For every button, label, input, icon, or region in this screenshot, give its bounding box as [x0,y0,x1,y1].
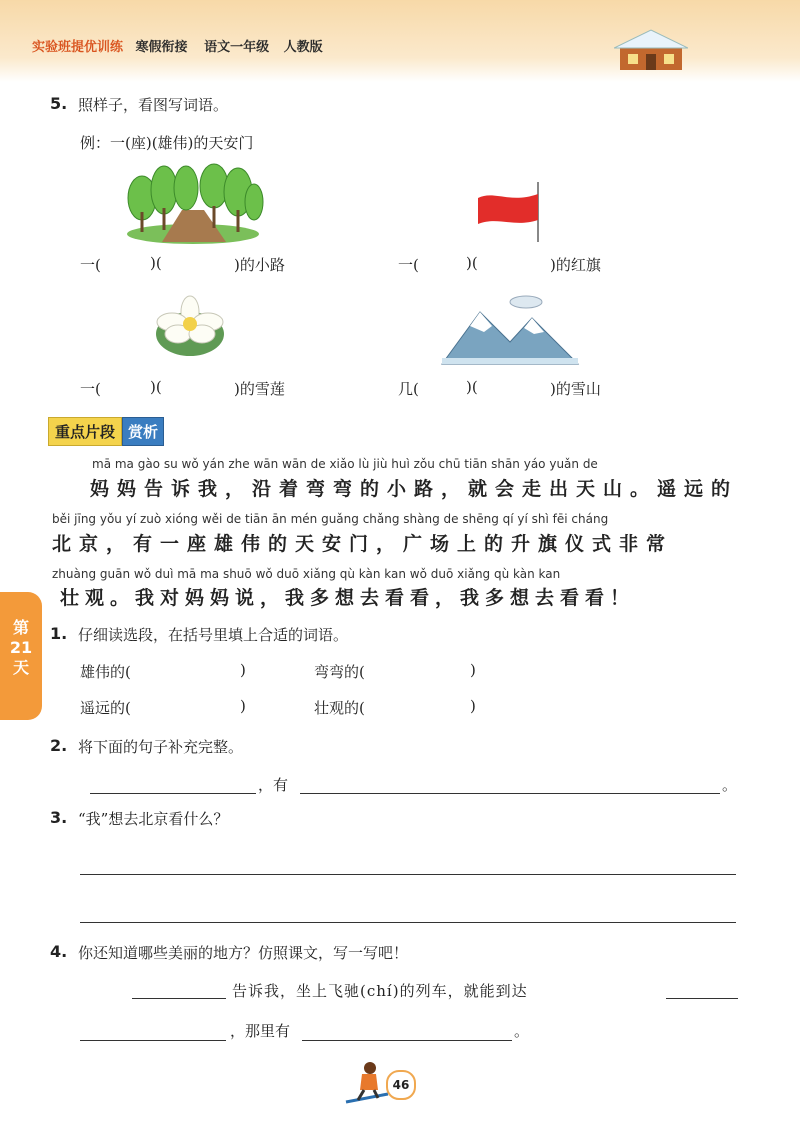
q4-number: 4. [50,942,68,961]
q5-item3-mid: )( [150,378,162,396]
q1-fill3-close: ) [240,697,246,715]
q1-fill4-label: 壮观的( [314,699,365,717]
q4-blank4[interactable] [302,1040,512,1041]
header-brand: 实验班提优训练 [32,40,124,55]
red-flag-picture-icon [470,180,550,244]
q3-prompt: “我”想去北京看什么？ [78,810,229,828]
q3-number: 3. [50,808,68,827]
section-title [48,417,164,446]
tree-path-picture-icon [122,162,264,244]
q1-fill1-label: 雄伟的( [80,663,131,681]
q4-line2-end: 。 [514,1022,530,1040]
q1-fill3-blank[interactable] [150,696,238,718]
q1-fill4-blank[interactable] [384,696,468,718]
header-title [32,36,323,55]
day-tab-line2: 21 [9,638,33,657]
q3-answer-line1[interactable] [80,874,736,875]
passage-line2-pinyin: běi jīng yǒu yí zuò xióng wěi de tiān ān mén guǎng chǎng shàng de shēng qí yí shì fēi cháng [52,512,609,526]
q5-item3-suffix: )的雪莲 [234,380,285,398]
q5-item1-prefix: 一( [80,256,101,274]
q5-item1-mid: )( [150,254,162,272]
section-title-right: 赏析 [122,417,164,446]
passage-line1-pinyin: mā ma gào su wǒ yán zhe wān wān de xiǎo lù jiù huì zǒu chū tiān shān yáo yuǎn de [92,457,598,471]
q5-item2-suffix: )的红旗 [550,256,601,274]
q5-item3-prefix: 一( [80,380,101,398]
q2-prompt: 将下面的句子补充完整。 [78,738,244,756]
q5-item2-prefix: 一( [398,256,419,274]
day-tab-line3: 天 [12,658,29,677]
q5-item3-blank2[interactable] [174,378,234,400]
passage-line3-pinyin: zhuàng guān wǒ duì mā ma shuō wǒ duō xiǎng qù kàn kan wǒ duō xiǎng qù kàn kan [52,567,561,581]
passage-line3-hanzi: 壮观。我对妈妈说，我多想去看看，我多想去看看！ [60,587,636,609]
q5-item3-blank1[interactable] [104,378,150,400]
q4-line1-text: 告诉我，坐上飞驰(chí)的列车，就能到达 [232,982,528,1000]
q5-item1-blank2[interactable] [174,254,234,276]
header-subject: 语文一年级 [204,40,270,55]
q5-item1-suffix: )的小路 [234,256,285,274]
q3-answer-line2[interactable] [80,922,736,923]
q5-item2-blank2[interactable] [490,254,550,276]
q2-end: 。 [722,776,738,794]
snow-mountain-picture-icon [440,292,580,368]
q5-prompt: 照样子，看图写词语。 [78,96,229,114]
q1-fill4-close: ) [470,697,476,715]
day-tab [0,592,42,720]
q2-blank2[interactable] [300,793,720,794]
q5-item1-blank1[interactable] [104,254,150,276]
q4-line2-text: ，那里有 [230,1022,291,1040]
passage-line2-hanzi: 北京，有一座雄伟的天安门，广场上的升旗仪式非常 [52,533,674,555]
snow-house-icon [614,28,688,72]
q5-item4-blank2[interactable] [490,378,550,400]
skier-mascot-icon [342,1060,392,1106]
q1-number: 1. [50,624,68,643]
q5-example: 例：一(座)(雄伟)的天安门 [80,134,254,152]
q5-item4-prefix: 几( [398,380,419,398]
header-series: 寒假衔接 [135,40,188,55]
q2-mid: ，有 [258,776,289,794]
q1-fill2-label: 弯弯的( [314,663,365,681]
q5-item2-mid: )( [466,254,478,272]
header-edition: 人教版 [283,40,323,55]
q4-blank3[interactable] [80,1040,226,1041]
q1-fill2-close: ) [470,661,476,679]
page-number: 46 [386,1070,416,1100]
q5-number: 5. [50,94,68,113]
q5-item2-blank1[interactable] [422,254,466,276]
day-tab-line1: 第 [12,618,29,637]
q2-blank1[interactable] [90,793,256,794]
q5-item4-suffix: )的雪山 [550,380,601,398]
q1-fill1-close: ) [240,661,246,679]
q1-fill1-blank[interactable] [150,660,238,682]
snow-lotus-picture-icon [150,290,230,362]
q1-fill3-label: 遥远的( [80,699,131,717]
section-title-left: 重点片段 [48,417,122,446]
q2-number: 2. [50,736,68,755]
q5-item4-mid: )( [466,378,478,396]
q4-prompt: 你还知道哪些美丽的地方？仿照课文，写一写吧！ [78,944,409,962]
q1-prompt: 仔细读选段，在括号里填上合适的词语。 [78,626,349,644]
q4-blank1[interactable] [132,998,226,999]
q4-blank2[interactable] [666,998,738,999]
q5-item4-blank1[interactable] [422,378,466,400]
q1-fill2-blank[interactable] [384,660,468,682]
passage-line1-hanzi: 妈妈告诉我，沿着弯弯的小路，就会走出天山。遥远的 [90,478,739,500]
